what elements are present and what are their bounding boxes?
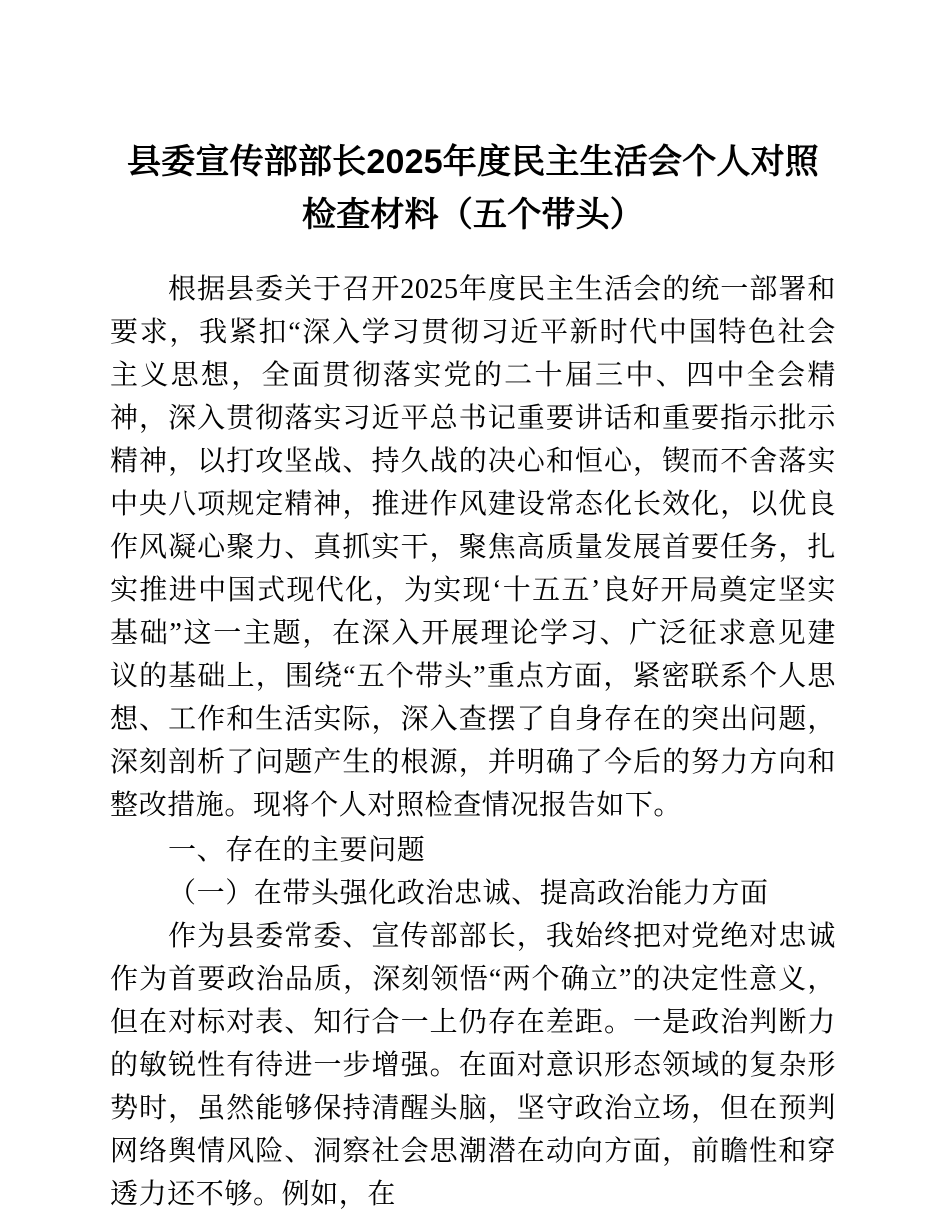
heading-subsection-1-1: （一）在带头强化政治忠诚、提高政治能力方面 [168,878,769,909]
section-1-body-paragraph: 作为县委常委、宣传部部长，我始终把对党绝对忠诚作为首要政治品质，深刻领悟“两个确立”的决定性意义，但在对标对表、知行合一上仍存在差距。一是政治判断力的敏锐性有待进一步增强。在面对意识形态领域的复杂形势时，虽然能够保持清醒头脑，坚守政治立场，但在预判网络舆情风险、洞察社会思潮潜在动向方面，前瞻性和穿透力还不够。例如，在 [110,921,836,1210]
page-title-line-2: 检查材料（五个带头） [302,196,644,234]
document-body [110,0,836,1216]
page-title-line-1: 县委宣传部部长2025年度民主生活会个人对照 [126,143,820,181]
intro-paragraph: 根据县委关于召开2025年度民主生活会的统一部署和要求，我紧扣“深入学习贯彻习近平新时代中国特色社会主义思想，全面贯彻落实党的二十届三中、四中全会精神，深入贯彻落实习近平总书记重要讲话和重要指示批示精神，以打攻坚战、持久战的决心和恒心，锲而不舍落实中央八项规定精神，推进作风建设常态化长效化，以优良作风凝心聚力、真抓实干，聚焦高质量发展首要任务，扎实推进中国式现代化，为实现‘十五五’良好开局奠定坚实基础”这一主题，在深入开展理论学习、广泛征求意见建议的基础上，围绕“五个带头”重点方面，紧密联系个人思想、工作和生活实际，深入查摆了自身存在的突出问题，深刻剖析了问题产生的根源，并明确了今后的努力方向和整改措施。现将个人对照检查情况报告如下。 [110,274,836,821]
page-title [110,0,836,242]
heading-section-1: 一、存在的主要问题 [168,835,426,866]
